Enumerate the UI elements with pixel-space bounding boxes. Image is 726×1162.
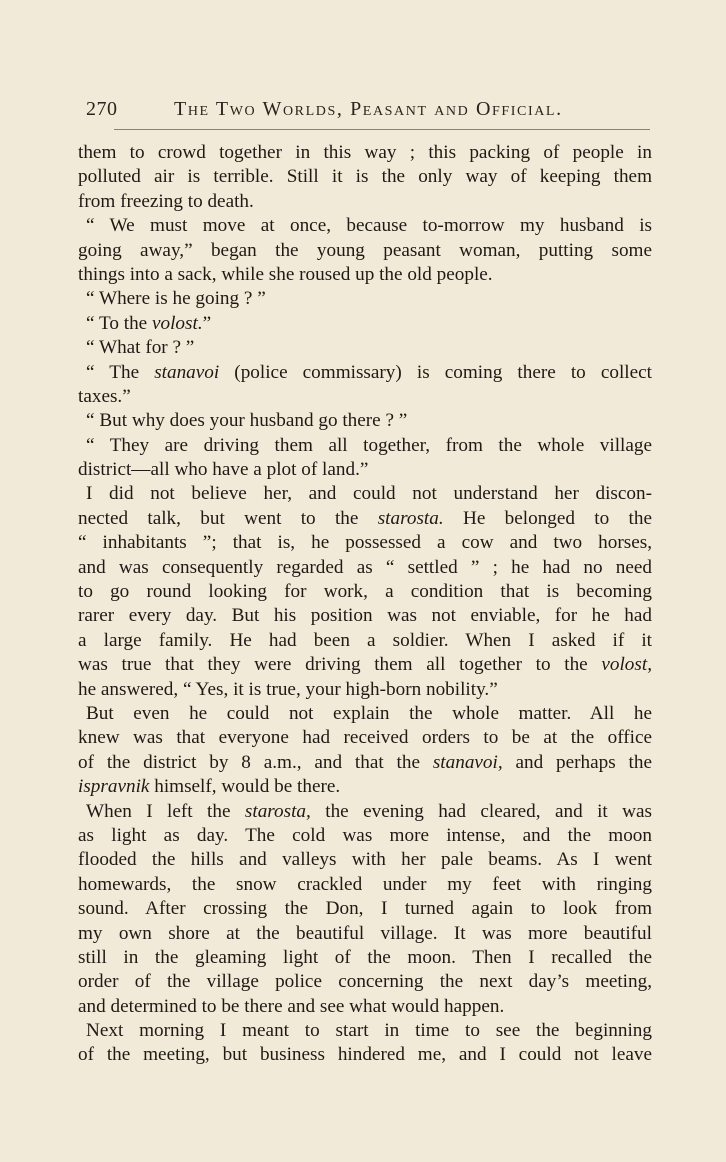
text-line: still in the gleaming light of the moon. Then I recalled the — [78, 946, 652, 968]
page-number: 270 — [86, 98, 118, 120]
text-line: I did not believe her, and could not understand her discon- — [86, 483, 652, 505]
text-line: “ inhabitants ”; that is, he possessed a cow and two horses, — [78, 532, 652, 554]
text-line: to go round looking for work, a condition that is becoming — [78, 581, 652, 603]
text-line: a large family. He had been a soldier. When I asked if it — [78, 629, 652, 651]
text-line: things into a sack, while she roused up the old people. — [78, 263, 493, 285]
body-text — [78, 141, 652, 1068]
text-line: order of the village police concerning the next day’s meeting, — [78, 971, 652, 993]
text-line: going away,” began the young peasant woman, putting some — [78, 239, 652, 261]
text-line: “ But why does your husband go there ? ” — [86, 410, 408, 432]
text-line: flooded the hills and valleys with her pale beams. As I went — [78, 849, 652, 871]
text-line: knew was that everyone had received orders to be at the office — [78, 727, 652, 749]
text-line: from freezing to death. — [78, 190, 254, 212]
text-line: of the meeting, but business hindered me, and I could not leave — [78, 1044, 652, 1066]
text-line: rarer every day. But his position was not enviable, for he had — [78, 605, 652, 627]
text-line: them to crowd together in this way ; this packing of people in — [78, 142, 652, 163]
text-line: of the district by 8 a.m., and that the stanavoi, and perhaps the — [78, 751, 652, 773]
text-line: ispravnik himself, would be there. — [78, 776, 341, 798]
text-line: “ What for ? ” — [86, 337, 195, 359]
text-line: and was consequently regarded as “ settled ” ; he had no need — [78, 556, 652, 578]
text-line: sound. After crossing the Don, I turned again to look from — [78, 898, 652, 920]
text-line: When I left the starosta, the evening had cleared, and it was — [86, 800, 653, 822]
header-rule — [114, 129, 650, 130]
text-line: Next morning I meant to start in time to see the beginning — [86, 1020, 652, 1042]
text-line: homewards, the snow crackled under my feet with ringing — [78, 873, 652, 895]
text-line: nected talk, but went to the starosta. He belonged to the — [78, 507, 652, 529]
text-line: as light as day. The cold was more intense, and the moon — [78, 824, 652, 846]
text-line: “ Where is he going ? ” — [86, 288, 266, 310]
text-line: my own shore at the beautiful village. It was more beautiful — [78, 922, 652, 944]
page-header — [86, 96, 656, 122]
text-line: “ To the volost.” — [86, 312, 212, 334]
text-line: “ The stanavoi (police commissary) is coming there to collect — [86, 361, 652, 383]
text-line: But even he could not explain the whole matter. All he — [86, 702, 652, 724]
text-line: district—all who have a plot of land.” — [78, 459, 369, 481]
text-line: he answered, “ Yes, it is true, your high-born nobility.” — [78, 678, 498, 700]
text-line: was true that they were driving them all together to the volost, — [78, 654, 652, 676]
text-line: and determined to be there and see what would happen. — [78, 995, 505, 1017]
text-line: polluted air is terrible. Still it is the only way of keeping them — [78, 166, 652, 188]
text-line: “ We must move at once, because to-morrow my husband is — [86, 215, 652, 237]
text-line: taxes.” — [78, 385, 131, 407]
running-title: The Two Worlds, Peasant and Official. — [174, 98, 563, 120]
text-line: “ They are driving them all together, from the whole village — [86, 434, 652, 456]
